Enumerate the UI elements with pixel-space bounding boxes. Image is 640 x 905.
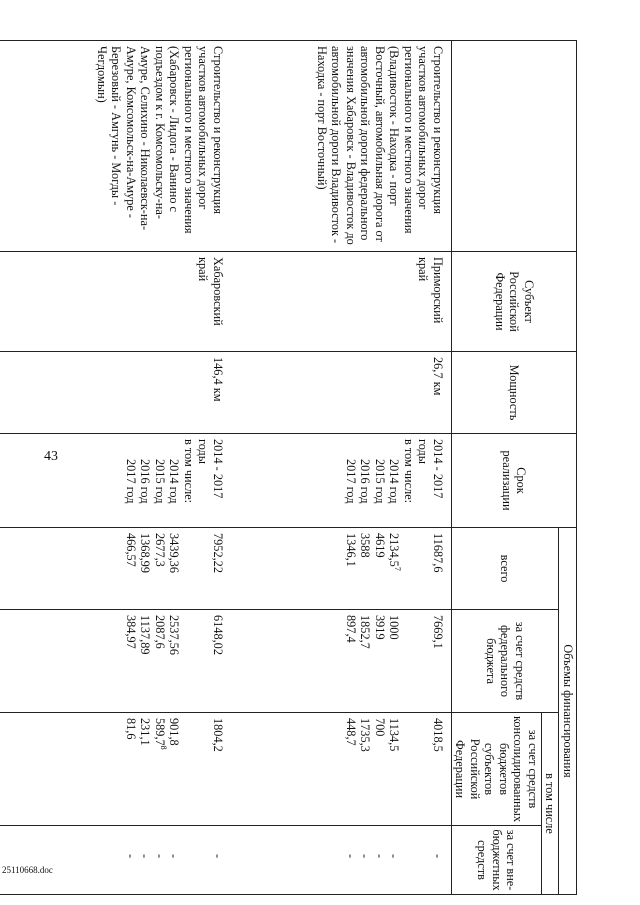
header-subject: Субъект Российской Федерации bbox=[452, 252, 577, 352]
page-number: 43 bbox=[44, 449, 58, 464]
table-row bbox=[231, 41, 452, 895]
year-total: 466,57 bbox=[124, 533, 138, 567]
federal-cell bbox=[0, 610, 231, 713]
header-extra: за счет вне-бюджетных средств bbox=[452, 826, 542, 895]
year-extra: - bbox=[387, 854, 402, 859]
year-regional: 589,7$^8$ bbox=[153, 718, 169, 750]
year-total: 1368,99 bbox=[138, 533, 153, 573]
year-regional: 1134,5 bbox=[387, 718, 402, 752]
year-extra: - bbox=[358, 854, 373, 859]
subject-cell: Хабаровский край bbox=[0, 252, 231, 352]
year-regional: 81,6 bbox=[124, 718, 138, 740]
year-extra: - bbox=[373, 854, 387, 859]
year-regional: 448,7 bbox=[344, 718, 358, 746]
year-total: 4619 bbox=[373, 533, 387, 558]
year-extra: - bbox=[167, 854, 182, 859]
header-financing: Объемы финансирования bbox=[559, 528, 577, 895]
table-header bbox=[452, 41, 577, 895]
year-regional: 901,8 bbox=[167, 718, 182, 746]
year-label: 2017 год bbox=[124, 459, 138, 504]
footnote-mark: 8 bbox=[159, 745, 169, 750]
total-cell bbox=[231, 528, 452, 610]
year-federal: 1000 bbox=[387, 615, 402, 640]
year-label: 2017 год bbox=[344, 459, 358, 504]
header-period: Срок реализации bbox=[452, 434, 577, 528]
year-label: 2016 год bbox=[138, 459, 153, 504]
year-federal: 3919 bbox=[373, 615, 387, 640]
year-total: 2134,5$^7$ bbox=[387, 533, 403, 571]
period-incl: в том числе: bbox=[182, 439, 196, 504]
sum-total: 11687,6 bbox=[431, 533, 445, 573]
sum-federal: 7669,1 bbox=[431, 615, 445, 649]
year-federal: 1137,89 bbox=[138, 615, 153, 655]
sum-total: 7952,22 bbox=[211, 533, 225, 573]
year-federal: 2087,6 bbox=[153, 615, 167, 649]
header-incl: в том числе bbox=[542, 713, 560, 895]
regional-cell bbox=[0, 713, 231, 826]
year-federal: 1852,7 bbox=[358, 615, 373, 649]
period-cell bbox=[0, 434, 231, 528]
sum-extra: - bbox=[431, 854, 445, 859]
year-label: 2014 год bbox=[387, 459, 402, 504]
year-federal: 384,97 bbox=[124, 615, 138, 649]
period-cell bbox=[231, 434, 452, 528]
total-cell bbox=[0, 528, 231, 610]
capacity-cell: 146,4 км bbox=[0, 352, 231, 434]
header-federal: за счет средств федерального бюджета bbox=[452, 610, 560, 713]
sum-regional: 1804,2 bbox=[211, 718, 225, 752]
subject-cell: Приморский край bbox=[231, 252, 452, 352]
year-regional: 700 bbox=[373, 718, 387, 737]
header-total: всего bbox=[452, 528, 560, 610]
federal-cell bbox=[231, 610, 452, 713]
period-main: 2014 - 2017 годы bbox=[416, 439, 445, 499]
period-incl: в том числе: bbox=[402, 439, 416, 504]
footnote-mark: 7 bbox=[393, 566, 403, 571]
project-cell: Строительство и реконструкция участков автомобильных дорог регионального и местного значения (Владивосток - Находка - порт Восточный, автомобильная дорога от автомобильной дороги федерального значения Хабаровск - Владивосток до автомобильной дороги Владивосток - Находка - порт Восточный) bbox=[231, 41, 452, 252]
extra-cell bbox=[231, 826, 452, 895]
year-federal: 2537,56 bbox=[167, 615, 182, 655]
table-row bbox=[0, 41, 231, 895]
year-total: 3588 bbox=[358, 533, 373, 558]
regional-cell bbox=[231, 713, 452, 826]
year-extra: - bbox=[138, 854, 153, 859]
financing-table bbox=[0, 40, 577, 895]
period-main: 2014 - 2017 годы bbox=[196, 439, 225, 499]
year-label: 2015 год bbox=[373, 459, 387, 504]
year-label: 2014 год bbox=[167, 459, 182, 504]
sum-extra: - bbox=[211, 854, 225, 859]
project-cell: Строительство и реконструкция участков автомобильных дорог регионального и местного значения (Хабаровск - Лидога - Ванино с подъездом к г. Комсомольску-на-Амуре, Селихино - Николаевск-на-Амуре, Комсомольск-на-Амуре - Березовый - Амгунь - Могды - Чегдомын) bbox=[0, 41, 231, 252]
document-id: 25110668.doc bbox=[2, 865, 53, 875]
header-regional: за счет средств консолидированных бюджетов субъектов Российской Федерации bbox=[452, 713, 542, 826]
year-extra: - bbox=[124, 854, 138, 859]
sum-federal: 6148,02 bbox=[211, 615, 225, 655]
extra-cell bbox=[0, 826, 231, 895]
year-total: 1346,1 bbox=[344, 533, 358, 567]
capacity-cell: 26,7 км bbox=[231, 352, 452, 434]
year-extra: - bbox=[344, 854, 358, 859]
sum-regional: 4018,5 bbox=[431, 718, 445, 752]
year-federal: 897,4 bbox=[344, 615, 358, 643]
year-regional: 231,1 bbox=[138, 718, 153, 746]
year-total: 3439,36 bbox=[167, 533, 182, 573]
year-extra: - bbox=[153, 854, 167, 859]
year-label: 2015 год bbox=[153, 459, 167, 504]
year-regional: 1735,3 bbox=[358, 718, 373, 752]
header-capacity: Мощность bbox=[452, 352, 577, 434]
year-total: 2677,3 bbox=[153, 533, 167, 567]
header-project bbox=[452, 41, 577, 252]
year-label: 2016 год bbox=[358, 459, 373, 504]
